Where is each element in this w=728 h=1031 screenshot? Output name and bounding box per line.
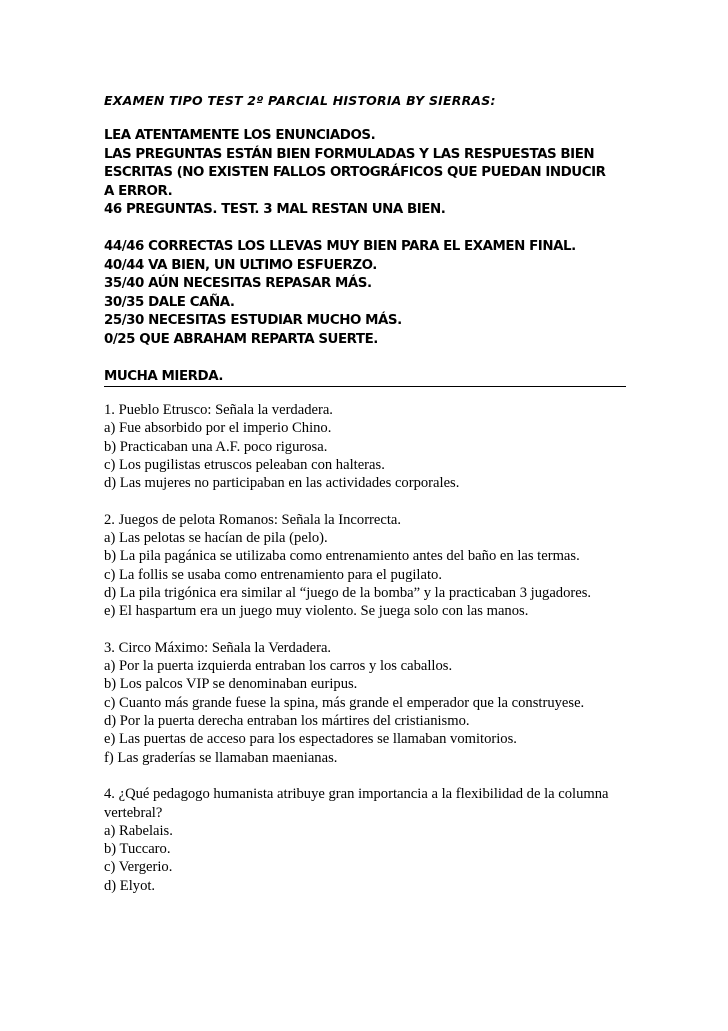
answer-option: d) Por la puerta derecha entraban los mártires del cristianismo. xyxy=(104,713,470,730)
intro-line: LAS PREGUNTAS ESTÁN BIEN FORMULADAS Y LAS RESPUESTAS BIEN xyxy=(104,146,595,162)
answer-option: b) Tuccaro. xyxy=(104,841,171,858)
grading-line: 0/25 QUE ABRAHAM REPARTA SUERTE. xyxy=(104,331,378,347)
answer-option: e) El haspartum era un juego muy violento. Se juega solo con las manos. xyxy=(104,603,529,620)
answer-option: a) Fue absorbido por el imperio Chino. xyxy=(104,420,332,437)
question-4 xyxy=(104,785,626,895)
answer-option: f) Las graderías se llamaban maenianas. xyxy=(104,749,338,766)
answer-option: c) Vergerio. xyxy=(104,859,173,876)
answer-option: e) Las puertas de acceso para los espectadores se llamaban vomitorios. xyxy=(104,731,517,748)
answer-option: a) Rabelais. xyxy=(104,822,173,839)
grading-line: 40/44 VA BIEN, UN ULTIMO ESFUERZO. xyxy=(104,257,377,273)
document-page xyxy=(104,92,626,913)
document-title: EXAMEN TIPO TEST 2º PARCIAL HISTORIA BY SIERRAS: xyxy=(104,93,496,108)
answer-option: d) La pila trigónica era similar al “juego de la bomba” y la practicaban 3 jugadores. xyxy=(104,584,592,601)
answer-option: a) Por la puerta izquierda entraban los carros y los caballos. xyxy=(104,658,453,675)
intro-line: ESCRITAS (NO EXISTEN FALLOS ORTOGRÁFICOS QUE PUEDAN INDUCIR xyxy=(104,165,606,180)
grading-line: 35/40 AÚN NECESITAS REPASAR MÁS. xyxy=(104,276,372,291)
grading-line: 30/35 DALE CAÑA. xyxy=(104,294,235,310)
instructions-block xyxy=(104,127,626,386)
intro-line: LEA ATENTAMENTE LOS ENUNCIADOS. xyxy=(104,128,376,143)
answer-option: c) La follis se usaba como entrenamiento para el pugilato. xyxy=(104,566,442,583)
question-3 xyxy=(104,639,626,767)
section-divider xyxy=(104,386,626,387)
answer-option: c) Los pugilistas etruscos peleaban con halteras. xyxy=(104,456,385,473)
answer-option: a) Las pelotas se hacían de pila (pelo). xyxy=(104,530,328,547)
answer-option: d) Elyot. xyxy=(104,877,156,894)
intro-line: A ERROR. xyxy=(104,183,173,199)
intro-line: 46 PREGUNTAS. TEST. 3 MAL RESTAN UNA BIEN. xyxy=(104,202,446,217)
grading-line: 25/30 NECESITAS ESTUDIAR MUCHO MÁS. xyxy=(104,313,402,328)
answer-option: b) Practicaban una A.F. poco rigurosa. xyxy=(104,438,328,455)
answer-option: d) Las mujeres no participaban en las actividades corporales. xyxy=(104,475,460,492)
answer-option: b) Los palcos VIP se denominaban euripus. xyxy=(104,676,358,693)
question-prompt: 1. Pueblo Etrusco: Señala la verdadera. xyxy=(104,402,333,418)
questions-list xyxy=(104,401,626,895)
grading-line: 44/46 CORRECTAS LOS LLEVAS MUY BIEN PARA EL EXAMEN FINAL. xyxy=(104,239,576,254)
question-prompt: 4. ¿Qué pedagogo humanista atribuye gran importancia a la flexibilidad de la columna vertebral? xyxy=(104,786,609,821)
question-1 xyxy=(104,401,626,492)
answer-option: c) Cuanto más grande fuese la spina, más grande el emperador que la construyese. xyxy=(104,694,585,711)
question-prompt: 2. Juegos de pelota Romanos: Señala la Incorrecta. xyxy=(104,511,402,528)
answer-option: b) La pila pagánica se utilizaba como entrenamiento antes del baño en las termas. xyxy=(104,548,580,565)
question-2 xyxy=(104,511,626,621)
question-prompt: 3. Circo Máximo: Señala la Verdadera. xyxy=(104,639,332,656)
closing-line: MUCHA MIERDA. xyxy=(104,368,223,384)
